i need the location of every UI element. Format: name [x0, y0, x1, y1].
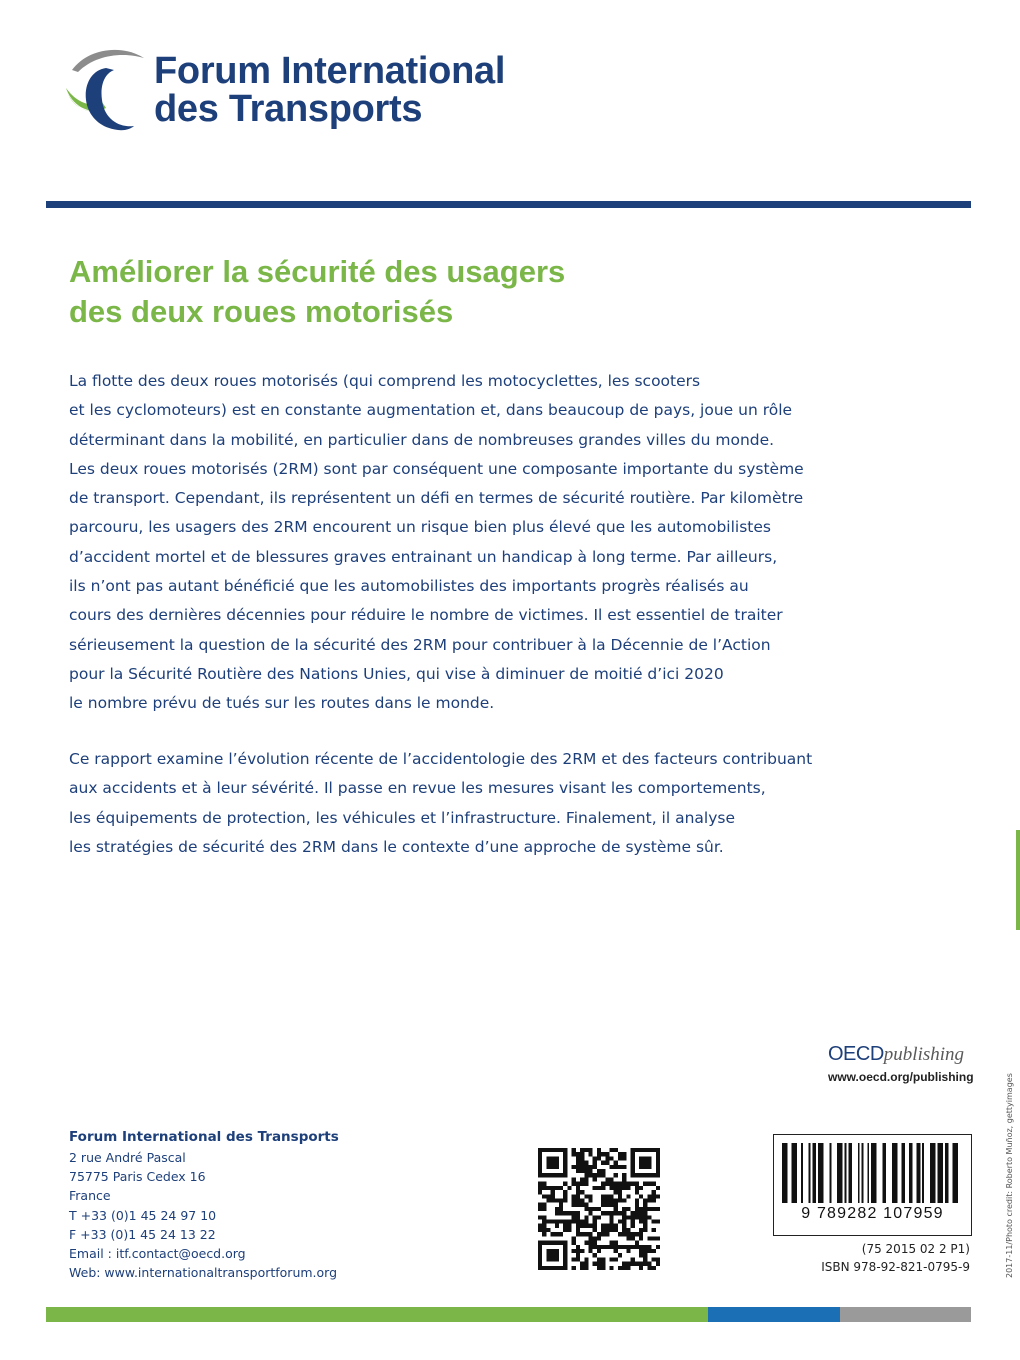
- address-org: Forum International des Transports: [69, 1129, 339, 1145]
- text-line: les équipements de protection, les véhicules et l’infrastructure. Finalement, il analyse: [69, 808, 736, 827]
- isbn-barcode: [773, 1134, 972, 1236]
- text-line: Ce rapport examine l’évolution récente de l’accidentologie des 2RM et des facteurs contribuant: [69, 750, 813, 768]
- text-line: aux accidents et à leur sévérité. Il passe en revue les mesures visant les comportements,: [69, 779, 766, 798]
- text-line: d’accident mortel et de blessures graves entrainant un handicap à long terme. Par ailleurs,: [69, 547, 778, 566]
- text-line: Les deux roues motorisés (2RM) sont par conséquent une composante importante du système: [69, 459, 804, 478]
- contact-block: [69, 1126, 339, 1282]
- address-phone: T +33 (0)1 45 24 97 10: [69, 1207, 217, 1223]
- oecd-publishing-logo: [828, 1043, 974, 1084]
- text-line: et les cyclomoteurs) est en constante augmentation et, dans beaucoup de pays, joue un rôle: [69, 401, 793, 420]
- text-line: La flotte des deux roues motorisés (qui comprend les motocyclettes, les scooters: [69, 372, 701, 390]
- publication-codes: [773, 1240, 970, 1276]
- body-paragraph-1: [69, 367, 949, 719]
- address-email-row: [69, 1244, 339, 1263]
- footer-bar-gray: [840, 1307, 971, 1322]
- publication-code: (75 2015 02 2 P1): [861, 1242, 970, 1256]
- barcode-digits: 9 789282 107959: [801, 1205, 944, 1222]
- footer-bar-green: [46, 1307, 708, 1322]
- email-link[interactable]: itf.contact@oecd.org: [115, 1246, 246, 1262]
- text-line: le nombre prévu de tués sur les routes dans le monde.: [69, 694, 495, 713]
- title-line-2: des deux roues motorisés: [69, 294, 454, 329]
- page-title: [69, 252, 949, 332]
- oecd-wordmark: [828, 1043, 974, 1066]
- oecd-brand: OECD: [828, 1043, 884, 1065]
- text-line: les stratégies de sécurité des 2RM dans le contexte d’une approche de système sûr.: [69, 837, 724, 856]
- edge-accent: [1016, 830, 1020, 930]
- email-label: Email :: [69, 1246, 112, 1262]
- logo-wordmark: [154, 52, 505, 128]
- text-line: sérieusement la question de la sécurité des 2RM pour contribuer à la Décennie de l’Action: [69, 635, 771, 654]
- address-street: 2 rue André Pascal: [69, 1150, 186, 1165]
- text-line: ils n’ont pas autant bénéficié que les automobilistes des importants progrès réalisés au: [69, 577, 749, 596]
- address-city: 75775 Paris Cedex 16: [69, 1169, 206, 1185]
- address-country: France: [69, 1188, 111, 1204]
- text-line: cours des dernières décennies pour réduire le nombre de victimes. Il est essentiel de traiter: [69, 606, 783, 625]
- isbn: ISBN 978-92-821-0795-9: [821, 1260, 970, 1274]
- itf-logo-icon: [66, 44, 146, 134]
- text-line: pour la Sécurité Routière des Nations Unies, qui vise à diminuer de moitié d’ici 2020: [69, 664, 724, 683]
- text-line: parcouru, les usagers des 2RM encourent un risque bien plus élevé que les automobilistes: [69, 518, 771, 537]
- footer-color-bar: [46, 1307, 971, 1322]
- text-line: de transport. Cependant, ils représentent un défi en termes de sécurité routière. Par kilomètre: [69, 489, 804, 508]
- address-web[interactable]: Web: www.internationaltransportforum.org: [69, 1265, 338, 1281]
- photo-credit-text: 2017-11/Photo credit: Roberto Muñoz, gettyimages: [1005, 1073, 1014, 1278]
- title-line-1: Améliorer la sécurité des usagers: [69, 254, 566, 289]
- qr-code-icon: [538, 1148, 660, 1270]
- photo-credit: [993, 1073, 1014, 1278]
- logo-line-1: Forum International: [154, 50, 506, 92]
- header-divider: [46, 201, 971, 208]
- logo-line-2: des Transports: [154, 88, 423, 130]
- text-line: déterminant dans la mobilité, en particulier dans de nombreuses grandes villes du monde.: [69, 430, 775, 449]
- body-paragraph-2: [69, 745, 949, 862]
- address-fax: F +33 (0)1 45 24 13 22: [69, 1226, 216, 1242]
- oecd-brand-suffix: publishing: [883, 1044, 965, 1065]
- footer-bar-blue: [708, 1307, 840, 1322]
- barcode-bars-icon: [782, 1143, 962, 1203]
- oecd-url[interactable]: www.oecd.org/publishing: [828, 1070, 974, 1084]
